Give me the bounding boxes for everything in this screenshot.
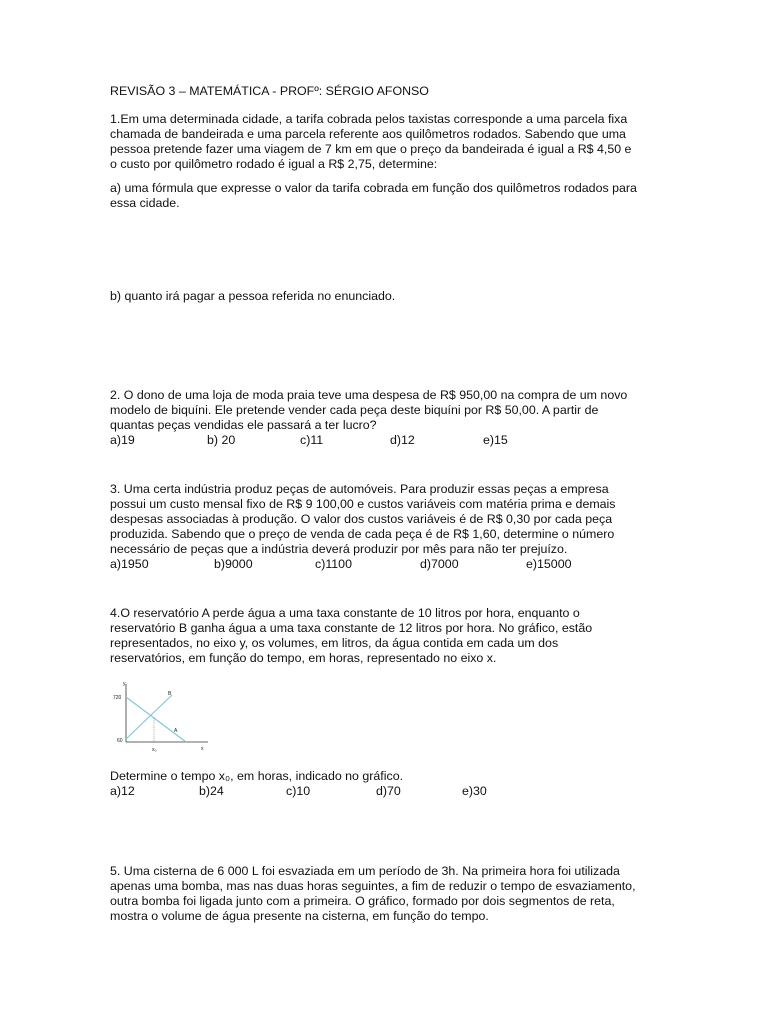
option-d: d)7000 (420, 557, 459, 571)
option-e: e)15 (483, 433, 508, 447)
q1-line: o custo por quilômetro rodado é igual a R$ 2,75, determine: (110, 157, 438, 171)
question-2-text (110, 388, 670, 433)
q5-line: mostra o volume de água presente na cisterna, em função do tempo. (110, 909, 489, 923)
x-axis-label: x (201, 746, 204, 752)
option-e: e)15000 (526, 557, 572, 571)
q1-line: pessoa pretende fazer uma viagem de 7 km em que o preço da bandeirada é igual a R$ 4,50 e (110, 142, 632, 156)
q1b-line: b) quanto irá pagar a pessoa referida no enunciado. (110, 289, 396, 303)
line-a-label: A (174, 728, 178, 734)
option-a: a)19 (110, 433, 135, 447)
option-c: c)11 (300, 433, 324, 447)
q1a-line: essa cidade. (110, 196, 180, 210)
q3-line: possui um custo mensal fixo de R$ 9 100,00 e custos variáveis com matéria prima e demais (110, 497, 616, 511)
reservoir-graph (112, 678, 212, 754)
y-axis-label: y (123, 681, 126, 687)
q5-line: 5. Uma cisterna de 6 000 L foi esvaziada em um período de 3h. Na primeira hora foi utilizada (110, 864, 620, 878)
title-text: REVISÃO 3 – MATEMÁTICA - PROFº: SÉRGIO AFONSO (110, 84, 429, 98)
q1-line: chamada de bandeirada e uma parcela referente aos quilômetros rodados. Sabendo que uma (110, 127, 626, 141)
question-1-part-a (110, 181, 670, 211)
q3-line: produzida. Sabendo que o preço de venda de cada peça é de R$ 1,60, determine o número (110, 527, 615, 541)
q1a-line: a) uma fórmula que expresse o valor da tarifa cobrada em função dos quilômetros rodados para (110, 181, 637, 195)
q4-line: reservatórios, em função do tempo, em horas, representado no eixo x. (110, 651, 497, 665)
option-a: a)12 (110, 784, 135, 798)
q3-line: despesas associadas à produção. O valor dos custos variáveis é de R$ 0,30 por cada peça (110, 512, 613, 526)
question-1-part-b (110, 289, 670, 304)
line-b-label: B (168, 691, 172, 697)
q2-line: 2. O dono de uma loja de moda praia teve uma despesa de R$ 950,00 na compra de um novo (110, 388, 628, 402)
q2-line: quantas peças vendidas ele passará a ter lucro? (110, 418, 377, 432)
option-b: b) 20 (207, 433, 236, 447)
option-a: a)1950 (110, 557, 149, 571)
y-tick-high: 720 (113, 695, 122, 701)
option-b: b)9000 (214, 557, 253, 571)
option-b: b)24 (199, 784, 224, 798)
question-4-prompt (110, 769, 670, 784)
q4-line: representados, no eixo y, os volumes, em litros, da água contida em cada um dos (110, 636, 559, 650)
page-title (110, 84, 670, 99)
q4-question: Determine o tempo x₀, em horas, indicado no gráfico. (110, 769, 404, 783)
question-4-text (110, 606, 670, 666)
y-tick-low: 60 (117, 738, 123, 744)
q4-line: reservatório B ganha água a uma taxa constante de 12 litros por hora. No gráfico, estão (110, 621, 593, 635)
q5-line: apenas uma bomba, mas nas duas horas seguintes, a fim de reduzir o tempo de esvaziamento, (110, 879, 636, 893)
x0-tick: x₀ (152, 747, 157, 753)
q5-line: outra bomba foi ligada junto com a primeira. O gráfico, formado por dois segmentos de reta, (110, 894, 615, 908)
option-e: e)30 (462, 784, 487, 798)
q1-line: 1.Em uma determinada cidade, a tarifa cobrada pelos taxistas corresponde a uma parcela fixa (110, 112, 628, 126)
option-c: c)10 (286, 784, 311, 798)
option-c: c)1100 (315, 557, 352, 571)
option-d: d)70 (376, 784, 401, 798)
question-1-text (110, 112, 670, 172)
q3-line: 3. Uma certa indústria produz peças de automóveis. Para produzir essas peças a empresa (110, 482, 609, 496)
line-a (126, 697, 186, 742)
q3-line: necessário de peças que a indústria deverá produzir por mês para não ter prejuízo. (110, 542, 568, 556)
q4-line: 4.O reservatório A perde água a uma taxa constante de 10 litros por hora, enquanto o (110, 606, 580, 620)
question-3-text (110, 482, 670, 557)
q2-line: modelo de biquíni. Ele pretende vender cada peça deste biquíni por R$ 50,00. A partir de (110, 403, 599, 417)
option-d: d)12 (390, 433, 415, 447)
question-5-text (110, 864, 670, 924)
